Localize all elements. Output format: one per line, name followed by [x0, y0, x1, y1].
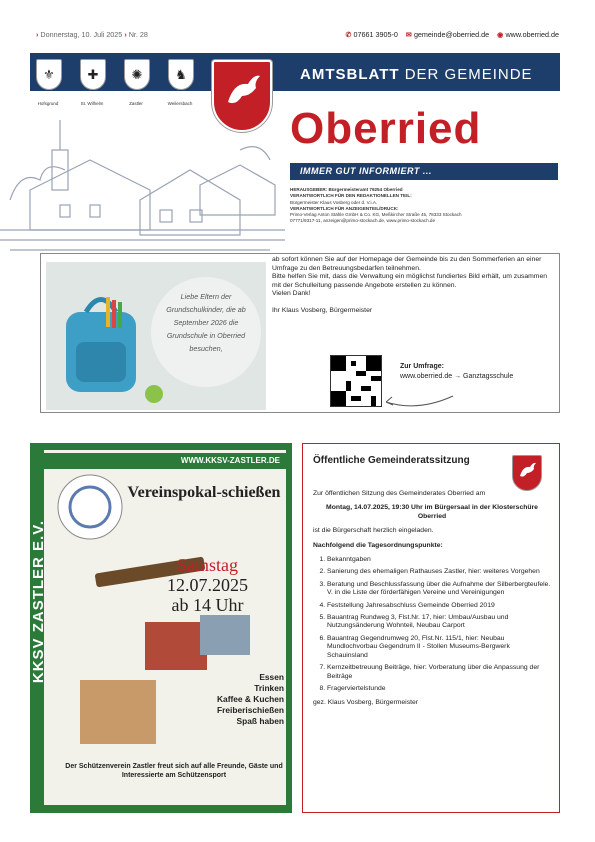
council-closing: gez. Klaus Vosberg, Bürgermeister: [313, 699, 419, 707]
survey-text: [272, 256, 552, 316]
crest-label: St. Wilhelm: [80, 101, 104, 106]
imprint-ads-heading: VERANTWORTLICH FÜR ANZEIGENTEIL/DRUCK:: [290, 205, 399, 211]
imprint-editorial-heading: VERANTWORTLICH FÜR DEN REDAKTIONELLEN TEIL:: [290, 193, 412, 199]
ad-offer: Trinken: [254, 683, 284, 693]
trophy-photo: [200, 615, 250, 655]
crest-zastler-icon: ✺: [124, 59, 150, 90]
kksv-url[interactable]: WWW.KKSV-ZASTLER.DE: [44, 453, 286, 469]
council-when: Montag, 14.07.2025, 19:30 Uhr im Bürgersaal in der Klosterschüre Oberried: [326, 504, 538, 520]
agenda-item: 4. Feststellung Jahresabschluss Gemeinde Oberried 2019: [327, 602, 551, 610]
ad-offer: Kaffee & Kuchen: [216, 694, 284, 704]
imprint-editorial: Bürgermeister Klaus Vosberg oder d. V.i.A.: [290, 199, 378, 205]
imprint-printer: Primo-Verlag Anton Stähle GmbH & Co. KG, Meßkircher Straße 45, 78333 Stockach: [290, 212, 462, 218]
shooter-photo: [145, 622, 207, 670]
agenda-item: 6. Bauantrag Gegendrumweg 20, Flst.Nr. 115/1, hier: Neubau Mundlochvorbau Gegendrum II - Stollen Museums-Bergwerk Schauinsland: [327, 635, 551, 660]
ad-offer: Essen: [259, 672, 284, 682]
arrow-icon: [378, 390, 458, 412]
survey-paragraph: Bitte helfen Sie mit, dass die Verwaltung ein möglichst fundiertes Bild erhält, um zusammen mit der Schulleitung passende Angebote erstellen zu können.: [272, 273, 548, 289]
crest-label: Weilersbach: [167, 101, 193, 106]
survey-image-text: Liebe Eltern der Grundschulkinder, die ab September 2026 die Grundschule in Oberried besuchen,: [166, 292, 246, 353]
mail-icon: ✉: [405, 30, 412, 39]
email-address: gemeinde@oberried.de: [413, 30, 490, 39]
crest-st-wilhelm-icon: ✚: [80, 59, 106, 90]
ad-date: [130, 555, 285, 615]
survey-thanks: Vielen Dank!: [272, 290, 311, 298]
amtsblatt-label: AMTSBLATT: [300, 66, 400, 83]
phone-number: 07661 3905-0: [353, 30, 398, 39]
ad-day: Samstag: [177, 555, 238, 575]
imprint-contact: 07771/9317-11, anzeigen@primo-stockach.de, www.primo-stockach.de: [290, 218, 436, 224]
crest-hofsgrund-icon: ⚜: [36, 59, 62, 90]
qr-code-icon[interactable]: [330, 355, 382, 407]
survey-signature: Ihr Klaus Vosberg, Bürgermeister: [272, 306, 373, 314]
crest-label: Zastler: [129, 101, 143, 106]
email[interactable]: [406, 30, 489, 39]
issue-line: › Donnerstag, 10. Juli 2025 › Nr. 28: [36, 30, 148, 39]
agenda-item: 3. Beratung und Beschlussfassung über die Aufnahme der Silberbergteufele. V. in die Liste der förderfähigen Vereine und Vereinigungen: [327, 581, 551, 598]
ad-date-value: 12.07.2025: [167, 575, 248, 595]
survey-link-title: Zur Umfrage:: [400, 363, 444, 370]
club-emblem-icon: [55, 472, 125, 542]
issue-number: Nr. 28: [128, 30, 148, 39]
council-invite: ist die Bürgerschaft herzlich eingeladen.: [313, 527, 434, 535]
ad-title: Vereinspokal-schießen: [127, 484, 281, 501]
tagline-bar: IMMER GUT INFORMIERT ...: [290, 163, 558, 180]
survey-link-text: www.oberried.de → Ganztagsschule: [400, 373, 514, 380]
council-intro: Zur öffentlichen Sitzung des Gemeinderates Oberried am: [313, 490, 486, 497]
ad-footer: Der Schützenverein Zastler freut sich auf alle Freunde, Gäste und Interessierte am Schützensport: [65, 763, 283, 779]
phone: [346, 30, 398, 39]
agenda-item: 5. Bauantrag Rundweg 3, Flst.Nr. 17, hier: Umbau/Ausbau und Nutzungsänderung Wohnteil, Neubau Carport: [327, 614, 551, 631]
issue-date: Donnerstag, 10. Juli 2025: [40, 30, 123, 39]
contact-line: [346, 30, 560, 39]
ad-offers: [160, 672, 284, 727]
kksv-club-name: KKSV ZASTLER E.V.: [30, 520, 47, 684]
agenda-item: 8. Fragerviertelstunde: [327, 685, 551, 693]
agenda-item: 2. Sanierung des ehemaligen Rathauses Zastler, hier: weiteres Vorgehen: [327, 568, 551, 576]
boy-shooting-photo: [80, 680, 156, 744]
phone-icon: ✆: [345, 30, 352, 39]
masthead-band: [30, 53, 560, 91]
website-url: www.oberried.de: [505, 30, 559, 39]
crest-label: Hofsgrund: [37, 101, 59, 106]
agenda-list: [313, 556, 551, 693]
council-title: Öffentliche Gemeinderatssitzung: [313, 455, 470, 466]
survey-link[interactable]: [400, 362, 513, 382]
imprint: [290, 187, 558, 225]
oberried-crest-small-icon: [512, 455, 542, 491]
website[interactable]: [497, 30, 559, 39]
crest-weilersbach-icon: ♞: [168, 59, 194, 90]
masthead-title: [300, 66, 533, 83]
ad-offer: Spaß haben: [236, 716, 284, 726]
ad-time: ab 14 Uhr: [171, 595, 244, 615]
der-gemeinde-label: DER GEMEINDE: [404, 66, 533, 83]
ad-offer: Freiberischießen: [216, 705, 284, 715]
survey-paragraph: ab sofort können Sie auf der Homepage der Gemeinde bis zu den Sommerferien an einer Umfrage zu den Betreuungsbedarfen teilnehmen.: [272, 256, 542, 272]
imprint-publisher: HERAUSGEBER: Bürgermeisteramt 79254 Oberried: [290, 187, 403, 192]
agenda-title: Nachfolgend die Tagesordnungspunkte:: [313, 541, 443, 549]
council-body: [313, 490, 551, 714]
masthead-name: Oberried: [290, 104, 482, 153]
village-sketch-image: [0, 110, 285, 255]
agenda-item: 7. Kernzeitbetreuung Beiträge, hier: Vorberatung über die Anpassung der Beiträge: [327, 664, 551, 681]
agenda-item: 1. Bekanntgaben: [327, 556, 551, 564]
globe-icon: ◉: [497, 30, 504, 39]
